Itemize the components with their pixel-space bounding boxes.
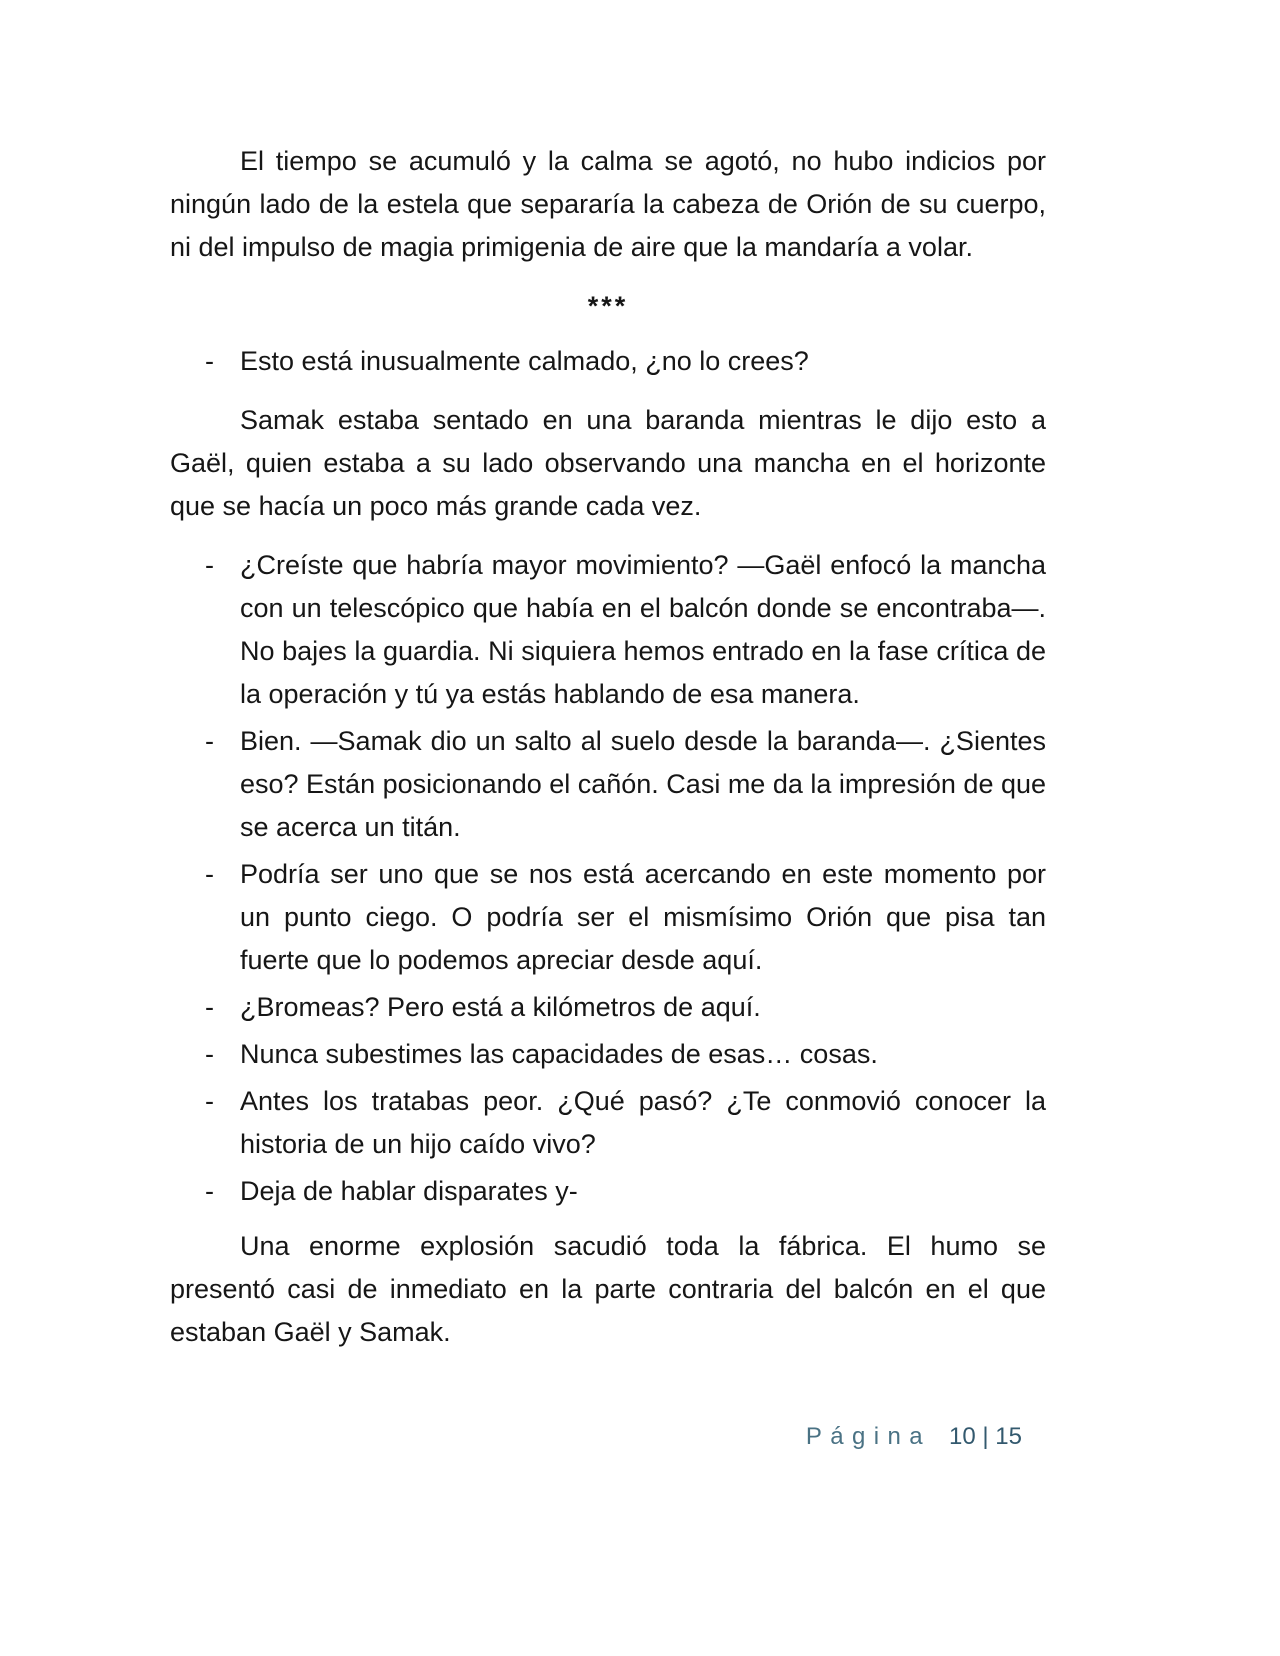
dialogue-dash: -: [205, 550, 214, 580]
dialogue-text: Bien. —Samak dio un salto al suelo desde la baranda—. ¿Sientes eso? Están posicionando el cañón. Casi me da la impresión de que se acerca un titán.: [240, 726, 1047, 842]
dialogue-dash: -: [205, 1039, 214, 1069]
dialogue-text: Antes los tratabas peor. ¿Qué pasó? ¿Te conmovió conocer la historia de un hijo caído vivo?: [240, 1086, 1046, 1159]
dialogue-dash: -: [205, 1086, 214, 1116]
dialogue-text: ¿Creíste que habría mayor movimiento? —Gaël enfocó la mancha con un telescópico que había en el balcón donde se encontraba—. No bajes la guardia. Ni siquiera hemos entrado en la fase crítica de la operación y tú ya estás hablando de esa manera.: [240, 550, 1046, 709]
dialogue-text: Nunca subestimes las capacidades de esas… cosas.: [240, 1039, 878, 1069]
dialogue-line: [205, 1080, 1046, 1166]
dialogue-line: [205, 853, 1046, 982]
dialogue-line: [205, 544, 1046, 716]
dialogue-line: [205, 1170, 1046, 1213]
dialogue-dash: -: [205, 1176, 214, 1206]
dialogue-line: [205, 340, 1046, 383]
dialogue-text: Podría ser uno que se nos está acercando en este momento por un punto ciego. O podría ser el mismísimo Orión que pisa tan fuerte que lo podemos apreciar desde aquí.: [240, 859, 1046, 975]
footer-page-label: Página: [805, 1423, 932, 1450]
paragraph-closing: Una enorme explosión sacudió toda la fábrica. El humo se presentó casi de inmediato en la parte contraria del balcón en el que estaban Gaël y Samak.: [170, 1231, 1046, 1347]
dialogue-line: [205, 1033, 1046, 1076]
dialogue-dash: -: [205, 726, 214, 756]
paragraph-opening: El tiempo se acumuló y la calma se agotó, no hubo indicios por ningún lado de la estela que separaría la cabeza de Orión de su cuerpo, ni del impulso de magia primigenia de aire que la mandaría a volar.: [170, 146, 1046, 262]
scene-separator: ***: [587, 291, 629, 321]
dialogue-text: Deja de hablar disparates y-: [240, 1176, 578, 1206]
dialogue-text: ¿Bromeas? Pero está a kilómetros de aquí.: [240, 992, 761, 1022]
paragraph-narration: Samak estaba sentado en una baranda mientras le dijo esto a Gaël, quien estaba a su lado observando una mancha en el horizonte que se hacía un poco más grande cada vez.: [170, 405, 1046, 521]
footer-page-number: 10 | 15: [949, 1423, 1022, 1450]
document-content: [170, 140, 1046, 1370]
dialogue-dash: -: [205, 992, 214, 1022]
dialogue-text: Esto está inusualmente calmado, ¿no lo crees?: [240, 346, 809, 376]
page-footer: [806, 1422, 1022, 1452]
dialogue-line: [205, 720, 1046, 849]
dialogue-dash: -: [205, 346, 214, 376]
dialogue-line: [205, 986, 1046, 1029]
dialogue-dash: -: [205, 859, 214, 889]
